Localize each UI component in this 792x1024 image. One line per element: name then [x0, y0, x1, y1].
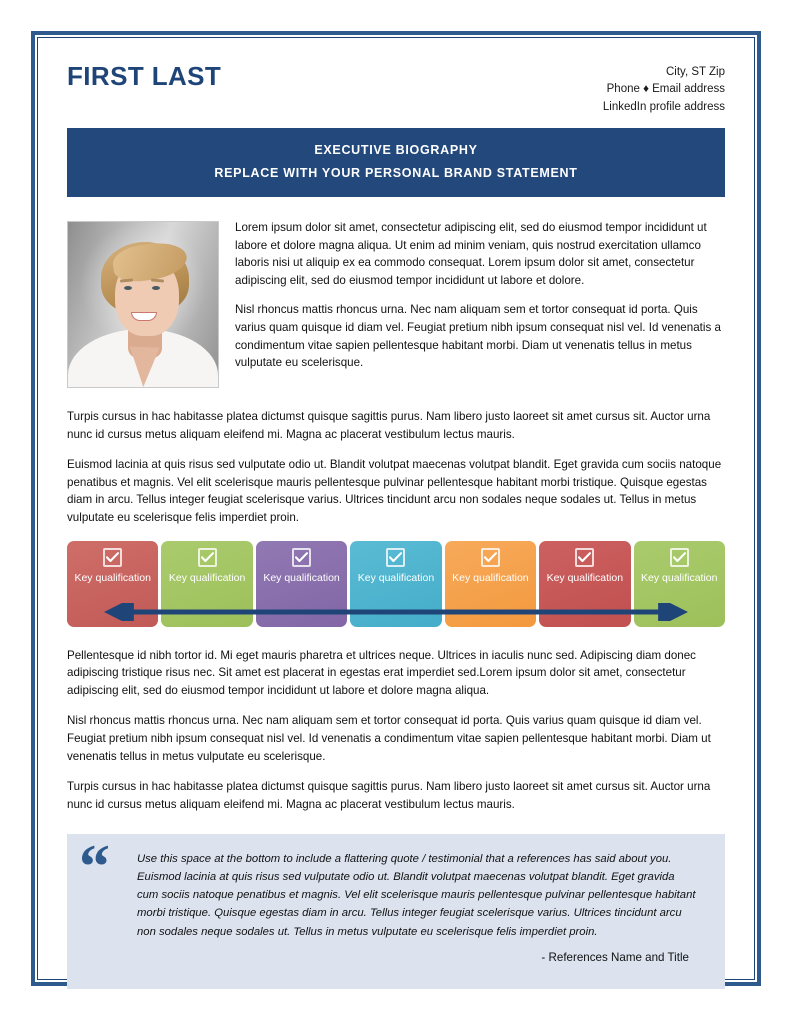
- qualification-tile: [634, 541, 725, 627]
- qualification-tile: [350, 541, 441, 627]
- intro-paragraph: Nisl rhoncus mattis rhoncus urna. Nec nam aliquam sem et tortor consequat id porta. Quis varius quam quisque id diam vel. Feugiat pretium nibh ipsum consequat nisl vel. Id venenatis a condimentum vitae sapien pellentesque habitant morbi. Diam ut venenatis tellus in metus vulputate eu scelerisque.: [235, 303, 721, 370]
- qualification-tile: [539, 541, 630, 627]
- page-title: FIRST LAST: [67, 61, 222, 91]
- checkbox-icon: [386, 548, 405, 567]
- body-paragraph: Pellentesque id nibh tortor id. Mi eget mauris pharetra et ultrices neque. Ultrices in iaculis nunc sed. Adipiscing diam donec adipiscing tristique risus nec. Sit amet est placerat in egestas erat imperdiet sed.Lorem ipsum dolor sit amet, consectetur adipiscing elit, sed do eiusmod tempor incididunt ut labore et dolore magna aliqua.: [67, 648, 696, 697]
- qualification-tiles: [67, 541, 725, 627]
- qualification-tile-label: Key qualification: [74, 571, 151, 584]
- body-paragraph: Turpis cursus in hac habitasse platea dictumst quisque sagittis purus. Nam libero justo laoreet sit amet cursus sit. Auctor urna nunc id cursus metus aliquam eleifend mi. Magna ac placerat vestibulum lectus mauris.: [67, 410, 711, 441]
- body-paragraph: Nisl rhoncus mattis rhoncus urna. Nec nam aliquam sem et tortor consequat id porta. Quis varius quam quisque id diam vel. Feugiat pretium nibh ipsum consequat nisl vel. Id venenatis a condimentum vitae sapien pellentesque habitant morbi. Diam ut venenatis tellus in metus vulputate eu scelerisque.: [67, 714, 711, 763]
- qualification-tile: [445, 541, 536, 627]
- body-paragraph: Turpis cursus in hac habitasse platea dictumst quisque sagittis purus. Nam libero justo laoreet sit amet cursus sit. Auctor urna nunc id cursus metus aliquam eleifend mi. Magna ac placerat vestibulum lectus mauris.: [67, 780, 711, 811]
- checkbox-icon: [481, 548, 500, 567]
- qualification-tile-label: Key qualification: [168, 571, 246, 584]
- checkbox-icon: [670, 548, 689, 567]
- qualification-tile-label: Key qualification: [546, 571, 624, 584]
- checkbox-icon: [198, 548, 217, 567]
- key-qualifications-graphic: [67, 541, 725, 627]
- qualification-tile-label: Key qualification: [452, 571, 529, 584]
- qualification-tile: [256, 541, 347, 627]
- qualification-tile: [67, 541, 158, 627]
- intro-paragraph: Lorem ipsum dolor sit amet, consectetur adipiscing elit, sed do eiusmod tempor incididunt ut labore et dolore magna aliqua. Ut enim ad minim veniam, quis nostrud exercitation ullamco laboris nisi ut aliquip ex ea commodo consequat. Lorem ipsum dolor sit amet, consectetur adipiscing elit, sed do eiusmod tempor incididunt ut labore et dolore.: [235, 221, 707, 287]
- document-header: [67, 54, 725, 116]
- qualification-tile-label: Key qualification: [357, 571, 435, 584]
- checkbox-icon: [103, 548, 122, 567]
- qualification-tile-label: Key qualification: [641, 571, 718, 584]
- banner-subtitle: REPLACE WITH YOUR PERSONAL BRAND STATEMENT: [214, 165, 578, 180]
- contact-info: [603, 62, 725, 116]
- photo-eye-left: [124, 286, 132, 290]
- quote-mark-icon: “: [79, 832, 108, 901]
- testimonial-quote-block: [67, 834, 725, 989]
- checkbox-icon: [575, 548, 594, 567]
- body-paragraph: Euismod lacinia at quis risus sed vulputate odio ut. Blandit volutpat maecenas volutpat blandit. Eget gravida cum sociis natoque penatibus et magnis. Vel elit scelerisque mauris pellentesque pulvinar pellentesque habitant morbi tristique. Quisque egestas diam in arcu. Tellus integer feugiat scelerisque varius. Ultrices tincidunt arcu non sodales neque sodales ut. Tellus in metus vulputate eu scelerisque felis imperdiet proin.: [67, 458, 722, 525]
- lower-text: [67, 647, 725, 814]
- qualification-tile-label: Key qualification: [263, 571, 340, 584]
- page-content: [44, 44, 748, 973]
- checkbox-icon: [292, 548, 311, 567]
- photo-eye-right: [152, 286, 160, 290]
- banner-title: EXECUTIVE BIOGRAPHY: [314, 142, 478, 157]
- headshot-photo: [67, 221, 219, 388]
- intro-section: [67, 219, 725, 394]
- contact-line-city: City, ST Zip: [666, 66, 725, 78]
- mid-text: [67, 408, 725, 527]
- headline-banner: [67, 128, 725, 197]
- qualification-tile: [161, 541, 252, 627]
- quote-text: Use this space at the bottom to include a flattering quote / testimonial that a references has said about you. Euismod lacinia at quis risus sed vulputate odio ut. Blandit volutpat maecenas volutpat blandit. Eget gravida cum sociis natoque penatibus et magnis. Vel elit scelerisque mauris pellentesque pulvinar pellentesque habitant morbi tristique. Quisque egestas diam in arcu. Tellus integer feugiat scelerisque varius. Ultrices tincidunt arcu non sodales neque sodales ut. Tellus in metus vulputate eu scelerisque felis imperdiet proin.: [137, 852, 696, 938]
- contact-line-phone-email: Phone ♦ Email address: [606, 83, 725, 96]
- contact-line-linkedin: LinkedIn profile address: [602, 100, 725, 113]
- quote-attribution: - References Name and Title: [541, 951, 689, 965]
